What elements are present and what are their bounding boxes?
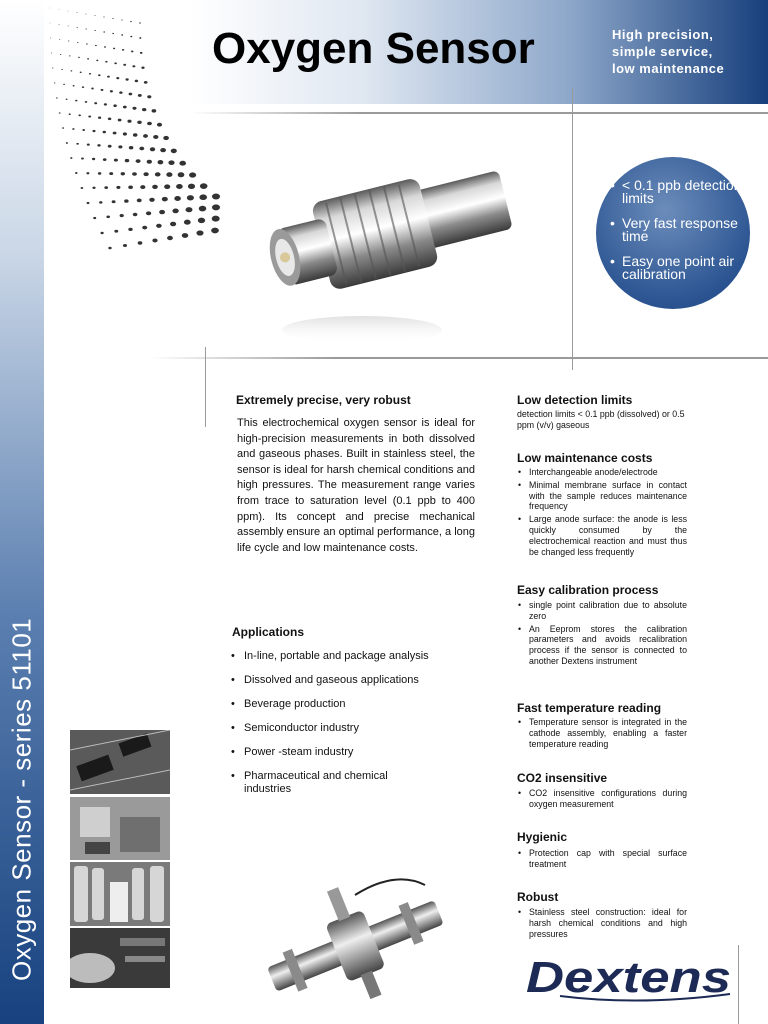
halftone-dot: [63, 84, 65, 85]
halftone-dot: [212, 216, 220, 222]
circuit-board-photo: [70, 730, 170, 794]
halftone-dot: [94, 15, 95, 16]
halftone-dot: [142, 108, 146, 111]
list-item: • Stainless steel construction: ideal for harsh chemical conditions and high pressures: [517, 907, 687, 939]
halftone-dot: [108, 117, 111, 120]
halftone-dot: [50, 38, 51, 39]
halftone-dot: [119, 91, 122, 94]
halftone-dot: [106, 215, 110, 218]
hygienic-heading: Hygienic: [517, 830, 568, 844]
halftone-dot: [139, 22, 141, 23]
halftone-dot: [100, 232, 103, 234]
halftone-dot: [62, 127, 64, 129]
halftone-dot: [162, 197, 168, 202]
halftone-dot: [85, 14, 86, 15]
halftone-dot: [132, 65, 135, 67]
halftone-dot: [87, 143, 90, 145]
halftone-dot: [68, 26, 69, 27]
halftone-dot: [123, 64, 126, 66]
halftone-dot: [108, 145, 112, 148]
temperature-list: [517, 717, 687, 749]
robust-list: [517, 907, 687, 939]
halftone-dot: [94, 102, 97, 104]
halftone-dot: [50, 23, 51, 24]
halftone-dot: [123, 244, 127, 247]
halftone-dot: [128, 228, 132, 231]
halftone-dot: [137, 121, 141, 124]
halftone-dot: [103, 17, 104, 18]
features-list: [610, 179, 746, 293]
halftone-dot: [121, 172, 125, 175]
halftone-dot: [81, 187, 84, 189]
halftone-dot: [133, 213, 138, 217]
temperature-heading: Fast temperature reading: [517, 701, 662, 715]
halftone-dot: [196, 230, 203, 235]
feature-item: • Very fast response time: [610, 217, 746, 243]
halftone-dot: [91, 88, 94, 90]
halftone-dot: [179, 161, 186, 166]
halftone-dot: [113, 132, 117, 135]
halftone-dot: [166, 172, 172, 177]
calibration-list: [517, 600, 687, 669]
content-divider: [205, 347, 206, 427]
halftone-dot: [125, 159, 129, 162]
halftone-dot: [51, 53, 52, 54]
halftone-dot: [147, 122, 152, 126]
halftone-dot: [73, 85, 75, 87]
halftone-dot: [137, 199, 142, 203]
halftone-dot: [184, 220, 191, 225]
list-item: • Dissolved and gaseous applications: [231, 674, 431, 687]
halftone-dot: [87, 202, 90, 204]
halftone-dot: [112, 18, 113, 19]
halftone-dot: [66, 142, 68, 144]
halftone-dot: [114, 62, 117, 64]
halftone-dot: [153, 135, 158, 139]
halftone-dot: [187, 195, 194, 200]
halftone-dot: [82, 86, 84, 88]
halftone-dot: [95, 45, 97, 46]
halftone-dot: [104, 103, 107, 105]
list-item: • Interchangeable anode/electrode: [517, 467, 687, 478]
halftone-dot: [168, 160, 174, 165]
feature-item: • < 0.1 ppb detection limits: [610, 179, 746, 205]
halftone-dot: [138, 94, 142, 97]
co2-list: [517, 788, 687, 810]
logo-divider: [738, 945, 739, 1024]
halftone-dot: [108, 247, 111, 250]
halftone-dot: [124, 199, 128, 202]
halftone-dot: [172, 209, 178, 214]
halftone-dot: [188, 184, 195, 189]
halftone-dot: [144, 81, 148, 84]
halftone-dot: [114, 230, 118, 233]
halftone-dot: [109, 172, 113, 175]
halftone-dot: [69, 55, 71, 56]
low-detection-text: detection limits < 0.1 ppb (dissolved) or 0.5 ppm (v/v) gaseous: [517, 409, 685, 430]
halftone-dot: [132, 172, 137, 176]
halftone-dot: [59, 9, 60, 10]
halftone-dot: [59, 112, 61, 113]
halftone-dot: [122, 49, 124, 51]
halftone-dot: [198, 218, 205, 224]
halftone-dot: [212, 204, 220, 210]
co2-heading: CO2 insensitive: [517, 771, 608, 785]
halftone-dot: [131, 50, 134, 52]
tagline-line: simple service,: [612, 44, 713, 59]
tank-hall-photo: [70, 862, 170, 926]
halftone-dot: [107, 76, 110, 78]
features-bubble: [596, 157, 750, 309]
halftone-dot: [171, 149, 177, 154]
halftone-dot: [130, 21, 132, 22]
halftone-dot: [212, 193, 220, 199]
side-title-container: [0, 0, 44, 1024]
header-divider: [190, 112, 768, 114]
page-title: Oxygen Sensor: [212, 24, 535, 73]
halftone-dot: [81, 157, 84, 159]
halftone-dot: [121, 34, 123, 35]
factory-floor-photo: [70, 797, 170, 860]
halftone-dot: [126, 78, 129, 80]
halftone-dot: [121, 19, 122, 20]
halftone-dot: [96, 60, 98, 62]
halftone-dot: [139, 147, 144, 151]
halftone-dot: [167, 236, 173, 240]
halftone-dot: [116, 186, 120, 189]
halftone-dot: [52, 68, 53, 69]
halftone-dot: [112, 33, 114, 34]
halftone-dot: [118, 145, 122, 148]
halftone-dot: [80, 72, 82, 74]
halftone-dot: [92, 130, 95, 132]
halftone-dot: [120, 214, 124, 217]
halftone-dot: [59, 39, 60, 40]
halftone-dot: [110, 90, 113, 92]
halftone-dot: [130, 36, 132, 38]
halftone-dot: [133, 133, 138, 136]
halftone-dot: [78, 57, 80, 58]
halftone-dot: [93, 217, 96, 219]
halftone-dot: [143, 134, 148, 138]
tagline: [612, 26, 724, 77]
halftone-dot: [94, 30, 95, 31]
halftone-dot: [118, 119, 122, 122]
halftone-dot: [77, 27, 78, 28]
halftone-dot: [123, 106, 127, 109]
calibration-heading: Easy calibration process: [517, 583, 659, 597]
halftone-dot: [186, 207, 193, 212]
halftone-dot: [98, 172, 101, 175]
robust-heading: Robust: [517, 890, 559, 904]
halftone-dot: [189, 172, 196, 177]
list-item: • Pharmaceutical and chemical industries: [231, 770, 431, 795]
halftone-dot: [82, 129, 85, 131]
applications-heading: Applications: [232, 625, 305, 639]
halftone-dot: [128, 186, 133, 190]
halftone-dot: [159, 210, 165, 214]
list-item: • Temperature sensor is integrated in the cathode assembly, enabling a faster temperature reading: [517, 717, 687, 749]
halftone-dot: [152, 185, 158, 189]
intro-text: This electrochemical oxygen sensor is ideal for high-precision measurements in both dissolved and gaseous phases. Built in stainless steel, the sensor is ideal for harsh chemical conditions and high pressures. The measurement range varies from trace to saturation level (0.1 ppb to 400 ppm). Its concept and precise mechanical assembly ensure an optimal performance, a long life cycle and low maintenance costs.: [237, 417, 475, 554]
tagline-line: High precision,: [612, 27, 714, 42]
list-item: • Semiconductor industry: [231, 722, 431, 735]
halftone-dot: [129, 93, 133, 96]
halftone-dot: [113, 104, 116, 107]
halftone-dot: [163, 136, 169, 140]
halftone-dot: [182, 233, 189, 238]
halftone-dot: [92, 158, 95, 160]
halftone-dot: [99, 201, 102, 204]
list-item: • Power -steam industry: [231, 746, 431, 759]
halftone-dot: [86, 172, 89, 174]
halftone-dot: [104, 186, 108, 189]
halftone-dot: [104, 46, 106, 47]
halftone-dot: [143, 172, 148, 176]
list-item: • An Eeprom stores the calibration parameters and avoids recalibration process if the sensor is connected to another Dextens instrument: [517, 624, 687, 667]
halftone-dot: [164, 184, 170, 189]
halftone-dot: [157, 123, 162, 127]
halftone-dot: [87, 58, 89, 59]
halftone-dot: [176, 184, 183, 189]
halftone-dot: [98, 117, 101, 119]
halftone-dot: [98, 74, 100, 76]
halftone-dot: [211, 228, 219, 234]
halftone-dot: [69, 113, 71, 115]
tagline-line: low maintenance: [612, 61, 725, 76]
logo-text: Dextens: [526, 953, 731, 1002]
halftone-dot: [147, 95, 151, 98]
halftone-dot: [70, 157, 72, 159]
halftone-dot: [101, 89, 104, 91]
halftone-dot: [129, 146, 134, 149]
intro-heading: Extremely precise, very robust: [236, 393, 411, 407]
halftone-dot: [113, 48, 115, 50]
list-item: • Large anode surface: the anode is less quickly consumed by the electrochemical reaction and must thus be changed less frequently: [517, 514, 687, 557]
halftone-dot: [199, 206, 206, 212]
halftone-dot: [140, 185, 145, 189]
halftone-dot: [75, 100, 77, 102]
list-item: • In-line, portable and package analysis: [231, 650, 431, 663]
middle-divider: [150, 357, 768, 359]
halftone-dot: [139, 37, 141, 39]
halftone-dot: [155, 172, 161, 176]
halftone-dot: [103, 158, 107, 161]
halftone-dot: [105, 61, 107, 63]
applications-list: [231, 650, 431, 807]
halftone-dot: [178, 172, 185, 177]
halftone-dot: [136, 159, 141, 163]
halftone-dot: [156, 224, 162, 228]
halftone-dot: [60, 54, 61, 55]
halftone-dot: [56, 97, 58, 98]
halftone-dot: [85, 101, 88, 103]
list-item: • single point calibration due to absolute zero: [517, 600, 687, 622]
halftone-dot: [89, 73, 91, 75]
halftone-dot: [86, 43, 88, 44]
halftone-dot: [77, 12, 78, 13]
halftone-dot: [141, 67, 144, 69]
list-item: • Beverage production: [231, 698, 431, 711]
halftone-dot: [132, 107, 136, 110]
halftone-dot: [170, 222, 176, 227]
side-title: Oxygen Sensor - series 51101: [6, 617, 37, 981]
halftone-dot: [135, 80, 138, 83]
halftone-dot: [103, 131, 106, 134]
list-item: • Minimal membrane surface in contact with the sample reduces maintenance frequency: [517, 480, 687, 512]
dextens-logo: [520, 950, 738, 1012]
halftone-dot: [86, 29, 87, 30]
halftone-dot: [150, 147, 155, 151]
halftone-dot: [97, 144, 100, 147]
halftone-dot: [112, 200, 116, 203]
feature-item: • Easy one point air calibration: [610, 255, 746, 281]
halftone-dot: [123, 132, 127, 135]
halftone-dot: [66, 99, 68, 100]
halftone-dot: [76, 143, 79, 145]
halftone-dot: [200, 183, 208, 189]
halftone-dot: [68, 41, 69, 42]
halftone-dot: [54, 82, 55, 83]
halftone-dot: [68, 11, 69, 12]
halftone-dot: [149, 198, 154, 202]
halftone-dot: [75, 172, 78, 174]
low-maintenance-heading: Low maintenance costs: [517, 451, 653, 465]
halftone-dot: [140, 52, 143, 54]
halftone-dot: [103, 31, 105, 32]
halftone-dot: [77, 42, 78, 43]
halftone-dot: [160, 148, 166, 152]
halftone-dot: [152, 109, 157, 112]
halftone-dot: [59, 24, 60, 25]
halftone-dot: [146, 211, 151, 215]
halftone-dot: [61, 69, 63, 70]
halftone-dot: [92, 187, 95, 189]
sensor-product-image: [262, 150, 522, 350]
halftone-dot: [147, 160, 152, 164]
low-maintenance-list: [517, 467, 687, 559]
halftone-dot: [174, 196, 181, 201]
halftone-dot: [116, 77, 119, 79]
steam-plant-photo: [70, 928, 170, 988]
low-detection-heading: Low detection limits: [517, 393, 633, 407]
halftone-dot: [71, 70, 73, 71]
vertical-divider: [572, 88, 573, 370]
halftone-dot: [114, 159, 118, 162]
pipe-assembly-image: [265, 875, 445, 1005]
halftone-dot: [127, 120, 131, 123]
halftone-dot: [199, 194, 207, 200]
hygienic-list: [517, 848, 687, 870]
halftone-dot: [88, 115, 91, 117]
halftone-dot: [78, 114, 80, 116]
list-item: • Protection cap with special surface treatment: [517, 848, 687, 870]
halftone-dot: [72, 128, 74, 130]
list-item: • CO2 insensitive configurations during oxygen measurement: [517, 788, 687, 810]
halftone-dot: [158, 160, 164, 164]
halftone-dot: [152, 239, 157, 243]
halftone-dot: [142, 226, 147, 230]
halftone-dot: [138, 241, 143, 244]
